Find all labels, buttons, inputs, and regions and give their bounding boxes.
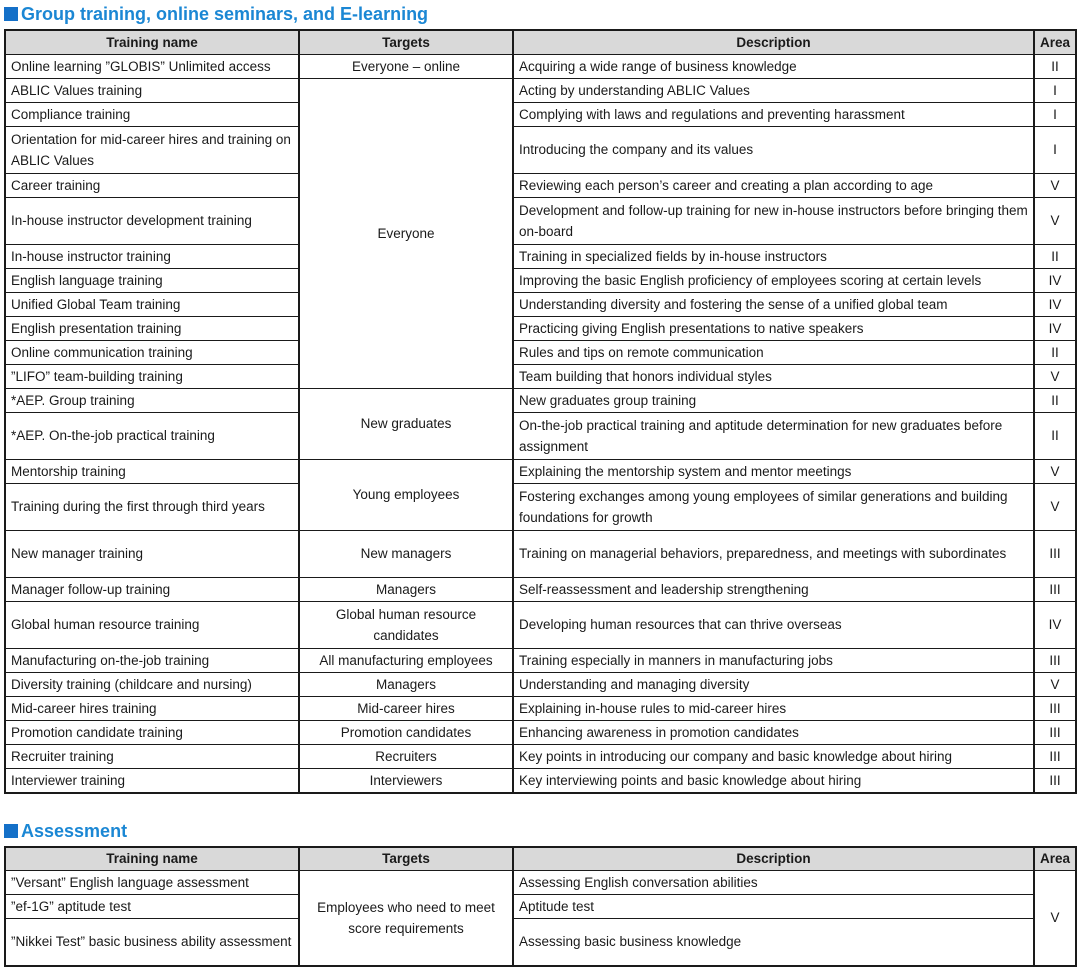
cell-training-name: Promotion candidate training bbox=[5, 720, 299, 744]
cell-area: III bbox=[1034, 768, 1076, 793]
cell-area: IV bbox=[1034, 292, 1076, 316]
section-title-group-training bbox=[4, 3, 1075, 25]
table-row bbox=[5, 919, 1076, 966]
cell-training-name: English presentation training bbox=[5, 316, 299, 340]
assessment-table bbox=[4, 846, 1077, 967]
table-row bbox=[5, 577, 1076, 601]
cell-training-name: ”Nikkei Test” basic business ability assessment bbox=[5, 919, 299, 966]
cell-area: V bbox=[1034, 364, 1076, 388]
cell-description: Enhancing awareness in promotion candidates bbox=[513, 720, 1034, 744]
cell-target: New graduates bbox=[299, 388, 513, 459]
header-row bbox=[5, 30, 1076, 54]
cell-description: Explaining the mentorship system and mentor meetings bbox=[513, 459, 1034, 483]
section-title-assessment bbox=[4, 820, 1075, 842]
table-row bbox=[5, 388, 1076, 412]
col-header-area: Area bbox=[1034, 30, 1076, 54]
table-row bbox=[5, 340, 1076, 364]
cell-description: Acting by understanding ABLIC Values bbox=[513, 78, 1034, 102]
cell-training-name: Manufacturing on-the-job training bbox=[5, 648, 299, 672]
cell-area: IV bbox=[1034, 601, 1076, 648]
cell-training-name: Online communication training bbox=[5, 340, 299, 364]
cell-training-name: ABLIC Values training bbox=[5, 78, 299, 102]
cell-target: Promotion candidates bbox=[299, 720, 513, 744]
cell-training-name: Orientation for mid-career hires and training on ABLIC Values bbox=[5, 126, 299, 173]
section-title-text: Group training, online seminars, and E-learning bbox=[21, 4, 429, 24]
col-header-description: Description bbox=[513, 30, 1034, 54]
cell-area: I bbox=[1034, 102, 1076, 126]
header-row bbox=[5, 847, 1076, 871]
cell-area: I bbox=[1034, 126, 1076, 173]
cell-area: I bbox=[1034, 78, 1076, 102]
cell-description: Practicing giving English presentations to native speakers bbox=[513, 316, 1034, 340]
cell-description: Aptitude test bbox=[513, 895, 1034, 919]
cell-target: Recruiters bbox=[299, 744, 513, 768]
cell-description: Acquiring a wide range of business knowledge bbox=[513, 54, 1034, 78]
cell-training-name: Mid-career hires training bbox=[5, 696, 299, 720]
cell-area: IV bbox=[1034, 268, 1076, 292]
cell-description: Self-reassessment and leadership strengthening bbox=[513, 577, 1034, 601]
cell-description: New graduates group training bbox=[513, 388, 1034, 412]
table-row bbox=[5, 895, 1076, 919]
cell-description: Development and follow-up training for new in-house instructors before bringing them on-board bbox=[513, 197, 1034, 244]
cell-area: II bbox=[1034, 340, 1076, 364]
col-header-training-name: Training name bbox=[5, 847, 299, 871]
cell-description: Training on managerial behaviors, preparedness, and meetings with subordinates bbox=[513, 530, 1034, 577]
cell-description: Developing human resources that can thrive overseas bbox=[513, 601, 1034, 648]
cell-training-name: *AEP. On-the-job practical training bbox=[5, 412, 299, 459]
cell-training-name: ”ef-1G” aptitude test bbox=[5, 895, 299, 919]
cell-training-name: In-house instructor training bbox=[5, 244, 299, 268]
cell-target: Young employees bbox=[299, 459, 513, 530]
cell-description: Improving the basic English proficiency of employees scoring at certain levels bbox=[513, 268, 1034, 292]
cell-description: Reviewing each person’s career and creating a plan according to age bbox=[513, 173, 1034, 197]
cell-description: Understanding diversity and fostering the sense of a unified global team bbox=[513, 292, 1034, 316]
cell-area: II bbox=[1034, 54, 1076, 78]
section-title-text: Assessment bbox=[21, 820, 128, 841]
table-row bbox=[5, 268, 1076, 292]
cell-area: III bbox=[1034, 577, 1076, 601]
cell-area: V bbox=[1034, 459, 1076, 483]
cell-training-name: Online learning ”GLOBIS” Unlimited access bbox=[5, 54, 299, 78]
table-row bbox=[5, 364, 1076, 388]
cell-area: III bbox=[1034, 530, 1076, 577]
table-row bbox=[5, 720, 1076, 744]
table-row bbox=[5, 483, 1076, 530]
cell-target: Interviewers bbox=[299, 768, 513, 793]
col-header-training-name: Training name bbox=[5, 30, 299, 54]
section-marker-icon bbox=[4, 7, 18, 21]
cell-training-name: Career training bbox=[5, 173, 299, 197]
table-row bbox=[5, 244, 1076, 268]
table-row bbox=[5, 696, 1076, 720]
cell-area: III bbox=[1034, 648, 1076, 672]
table-row bbox=[5, 459, 1076, 483]
group-training-table bbox=[4, 29, 1077, 794]
cell-target: Global human resource candidates bbox=[299, 601, 513, 648]
cell-target: Employees who need to meet score requirements bbox=[299, 871, 513, 966]
cell-training-name: English language training bbox=[5, 268, 299, 292]
cell-training-name: Compliance training bbox=[5, 102, 299, 126]
cell-target: All manufacturing employees bbox=[299, 648, 513, 672]
cell-training-name: ”LIFO” team-building training bbox=[5, 364, 299, 388]
cell-area: II bbox=[1034, 412, 1076, 459]
cell-description: Explaining in-house rules to mid-career hires bbox=[513, 696, 1034, 720]
cell-area: III bbox=[1034, 720, 1076, 744]
cell-training-name: In-house instructor development training bbox=[5, 197, 299, 244]
cell-training-name: Mentorship training bbox=[5, 459, 299, 483]
cell-training-name: Manager follow-up training bbox=[5, 577, 299, 601]
cell-training-name: Recruiter training bbox=[5, 744, 299, 768]
table-row bbox=[5, 102, 1076, 126]
table-row bbox=[5, 672, 1076, 696]
cell-description: Team building that honors individual styles bbox=[513, 364, 1034, 388]
cell-area: II bbox=[1034, 388, 1076, 412]
table-row bbox=[5, 530, 1076, 577]
cell-training-name: Global human resource training bbox=[5, 601, 299, 648]
table-row bbox=[5, 126, 1076, 173]
cell-area: II bbox=[1034, 244, 1076, 268]
cell-area: IV bbox=[1034, 316, 1076, 340]
table-row bbox=[5, 316, 1076, 340]
cell-training-name: *AEP. Group training bbox=[5, 388, 299, 412]
cell-area: V bbox=[1034, 672, 1076, 696]
col-header-targets: Targets bbox=[299, 30, 513, 54]
table-row bbox=[5, 197, 1076, 244]
table-row bbox=[5, 173, 1076, 197]
cell-description: Key points in introducing our company and basic knowledge about hiring bbox=[513, 744, 1034, 768]
table-row bbox=[5, 768, 1076, 793]
cell-description: On-the-job practical training and aptitude determination for new graduates before assignment bbox=[513, 412, 1034, 459]
cell-description: Training in specialized fields by in-house instructors bbox=[513, 244, 1034, 268]
cell-area: III bbox=[1034, 696, 1076, 720]
cell-area: V bbox=[1034, 483, 1076, 530]
cell-description: Introducing the company and its values bbox=[513, 126, 1034, 173]
cell-area: V bbox=[1034, 197, 1076, 244]
cell-target: New managers bbox=[299, 530, 513, 577]
table-row bbox=[5, 744, 1076, 768]
table-row bbox=[5, 78, 1076, 102]
cell-description: Key interviewing points and basic knowledge about hiring bbox=[513, 768, 1034, 793]
cell-target: Mid-career hires bbox=[299, 696, 513, 720]
cell-training-name: Unified Global Team training bbox=[5, 292, 299, 316]
cell-description: Understanding and managing diversity bbox=[513, 672, 1034, 696]
cell-training-name: ”Versant” English language assessment bbox=[5, 871, 299, 895]
section-marker-icon bbox=[4, 824, 18, 838]
cell-target: Everyone – online bbox=[299, 54, 513, 78]
table-row bbox=[5, 54, 1076, 78]
cell-description: Assessing basic business knowledge bbox=[513, 919, 1034, 966]
cell-description: Assessing English conversation abilities bbox=[513, 871, 1034, 895]
cell-target: Everyone bbox=[299, 78, 513, 388]
cell-description: Complying with laws and regulations and preventing harassment bbox=[513, 102, 1034, 126]
cell-training-name: Interviewer training bbox=[5, 768, 299, 793]
cell-description: Training especially in manners in manufacturing jobs bbox=[513, 648, 1034, 672]
cell-area: V bbox=[1034, 173, 1076, 197]
cell-description: Fostering exchanges among young employees of similar generations and building foundations for growth bbox=[513, 483, 1034, 530]
col-header-area: Area bbox=[1034, 847, 1076, 871]
table-row bbox=[5, 292, 1076, 316]
table-row bbox=[5, 871, 1076, 895]
cell-area: III bbox=[1034, 744, 1076, 768]
table-row bbox=[5, 648, 1076, 672]
cell-training-name: Diversity training (childcare and nursing) bbox=[5, 672, 299, 696]
cell-training-name: New manager training bbox=[5, 530, 299, 577]
cell-target: Managers bbox=[299, 672, 513, 696]
table-row bbox=[5, 412, 1076, 459]
cell-description: Rules and tips on remote communication bbox=[513, 340, 1034, 364]
cell-area: V bbox=[1034, 871, 1076, 966]
table-row bbox=[5, 601, 1076, 648]
col-header-description: Description bbox=[513, 847, 1034, 871]
cell-training-name: Training during the first through third years bbox=[5, 483, 299, 530]
col-header-targets: Targets bbox=[299, 847, 513, 871]
cell-target: Managers bbox=[299, 577, 513, 601]
